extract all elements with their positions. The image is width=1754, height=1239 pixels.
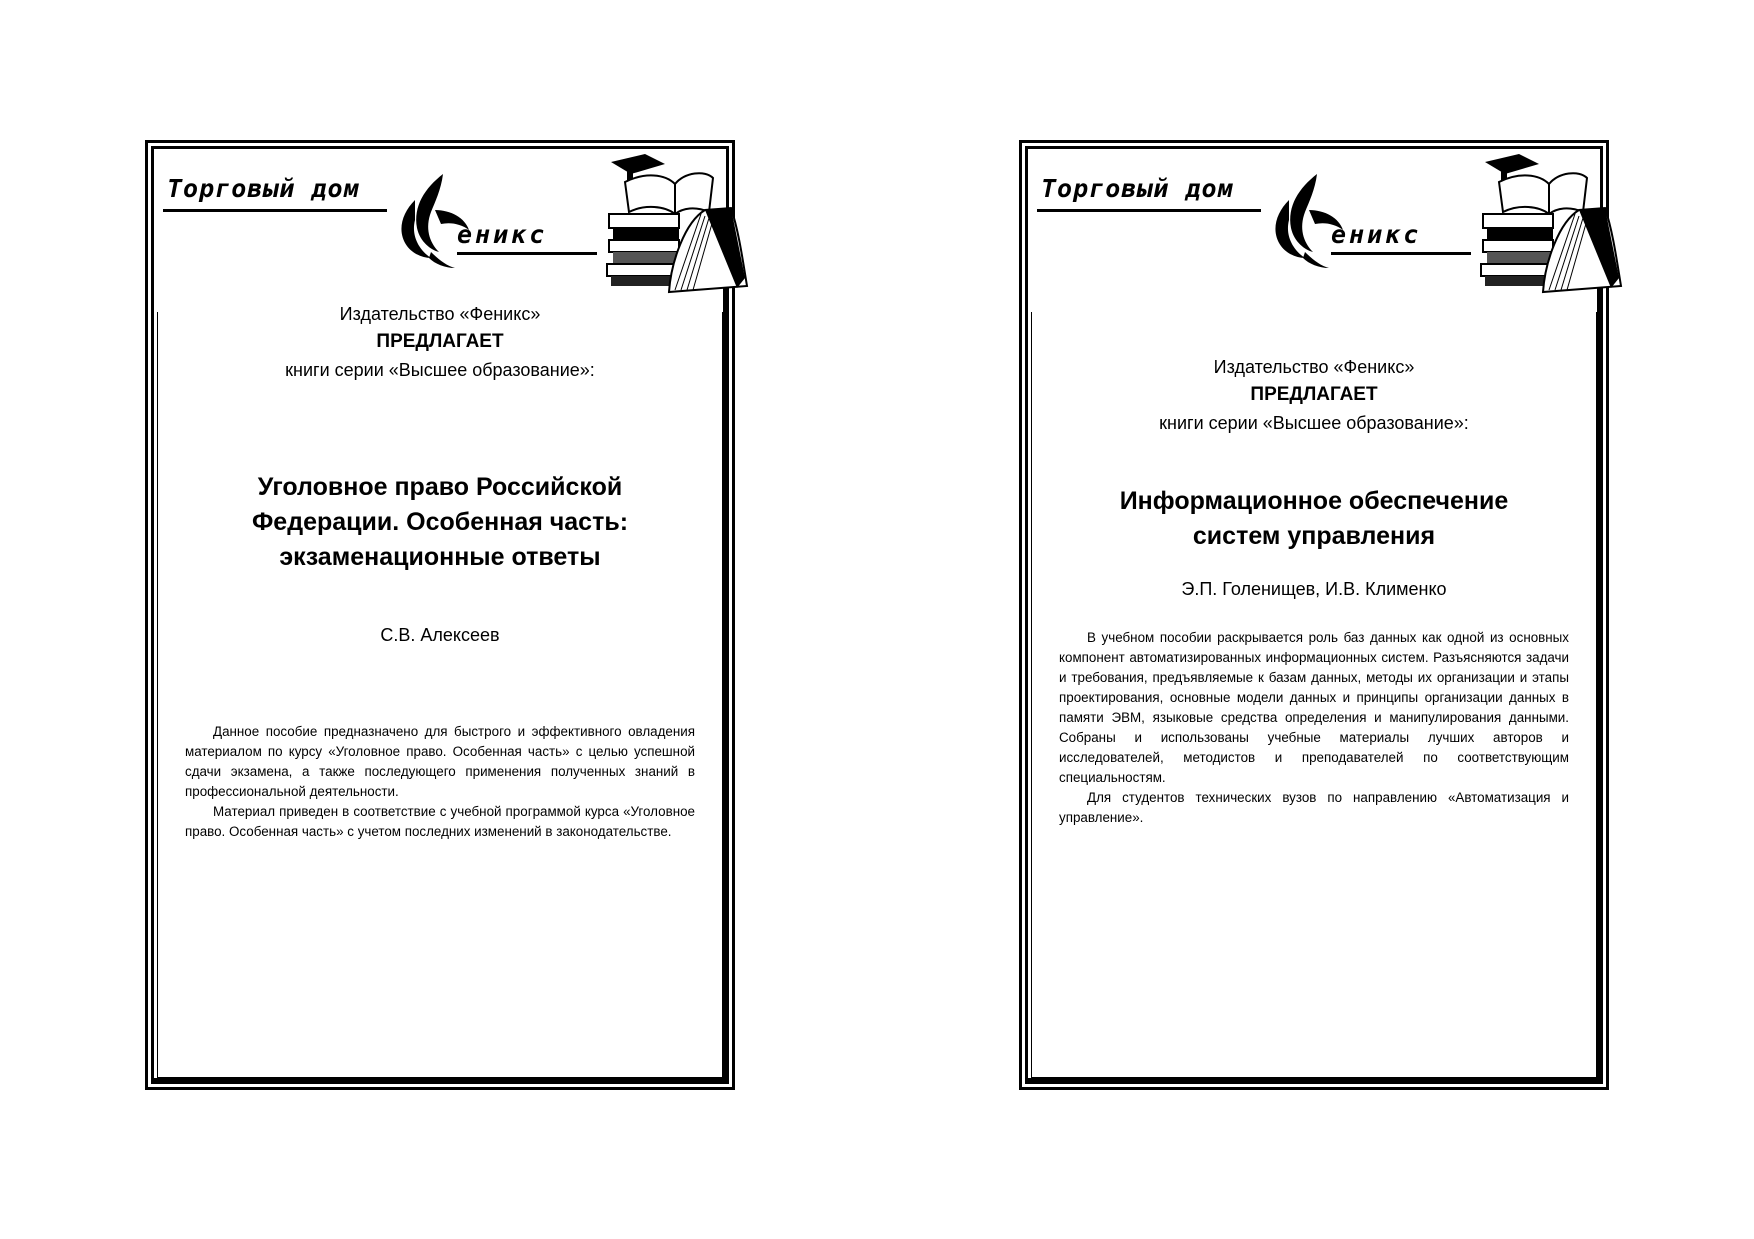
- brand-bottom-text: еникс: [457, 220, 548, 249]
- book-description: [185, 722, 695, 842]
- publisher-header: [157, 152, 723, 312]
- brand-underline-2: [1331, 252, 1471, 255]
- brand-underline-2: [457, 252, 597, 255]
- description-paragraph: Материал приведен в соответствие с учебной программой курса «Уголовное право. Особенная часть» с учетом последних изменений в законодательстве.: [185, 804, 695, 839]
- brand-underline: [1037, 209, 1261, 212]
- book-title-line: экзаменационные ответы: [279, 543, 601, 571]
- publisher-block: [175, 300, 705, 384]
- brand-bottom-text: еникс: [1331, 220, 1422, 249]
- book-title-line: Федерации. Особенная часть:: [251, 508, 629, 536]
- description-paragraph: В учебном пособии раскрывается роль баз данных как одной из основных компонент автоматизированных информационных систем. Разъясняются задачи и требования, предъявляемые к базам данных, методы их организации и этапы проектирования, основные модели данных и принципы организации данных в памяти ЭВМ, языковые средства определения и манипулирования данными. Собраны и использованы учебные материалы лучших авторов и исследователей, методистов и преподавателей по соответствующим специальностям.: [1059, 630, 1569, 785]
- frame-shade-bottom: [1025, 1078, 1603, 1084]
- book-title: [1049, 484, 1579, 554]
- frame-shade-right: [723, 260, 729, 1084]
- offers-label: ПРЕДЛАГАЕТ: [1250, 384, 1378, 405]
- book-ad-page-right: [1019, 140, 1609, 1090]
- book-title-line: Информационное обеспечение: [1119, 487, 1509, 515]
- publisher-block: [1049, 353, 1579, 437]
- brand-top-text: Торговый дом: [1041, 174, 1234, 203]
- book-author: С.В. Алексеев: [380, 625, 500, 645]
- book-description: [1059, 628, 1569, 828]
- frame-shade-bottom: [151, 1078, 729, 1084]
- author-block: [1049, 576, 1579, 602]
- series-label: книги серии «Высшее образование»:: [1159, 413, 1469, 433]
- brand-top-text: Торговый дом: [167, 174, 360, 203]
- books-stack-icon: [605, 152, 750, 302]
- publisher-name: Издательство «Феникс»: [1213, 357, 1415, 377]
- brand-underline: [163, 209, 387, 212]
- author-block: [175, 622, 705, 648]
- book-author: Э.П. Голенищев, И.В. Клименко: [1181, 579, 1447, 599]
- description-paragraph: Для студентов технических вузов по направлению «Автоматизация и управление».: [1059, 790, 1569, 825]
- book-ad-page-left: [145, 140, 735, 1090]
- books-stack-icon: [1479, 152, 1624, 302]
- book-title-line: Уголовное право Российской: [257, 473, 623, 501]
- series-label: книги серии «Высшее образование»:: [285, 360, 595, 380]
- book-title: [175, 470, 705, 575]
- offers-label: ПРЕДЛАГАЕТ: [376, 331, 504, 352]
- book-title-line: систем управления: [1192, 522, 1436, 550]
- publisher-header: [1031, 152, 1597, 312]
- description-paragraph: Данное пособие предназначено для быстрого и эффективного овладения материалом по курсу «Уголовное право. Особенная часть» с целью успешной сдачи экзамена, а также последующего применения полученных знаний в профессиональной деятельности.: [185, 724, 695, 799]
- frame-shade-right: [1597, 260, 1603, 1084]
- publisher-name: Издательство «Феникс»: [339, 304, 541, 324]
